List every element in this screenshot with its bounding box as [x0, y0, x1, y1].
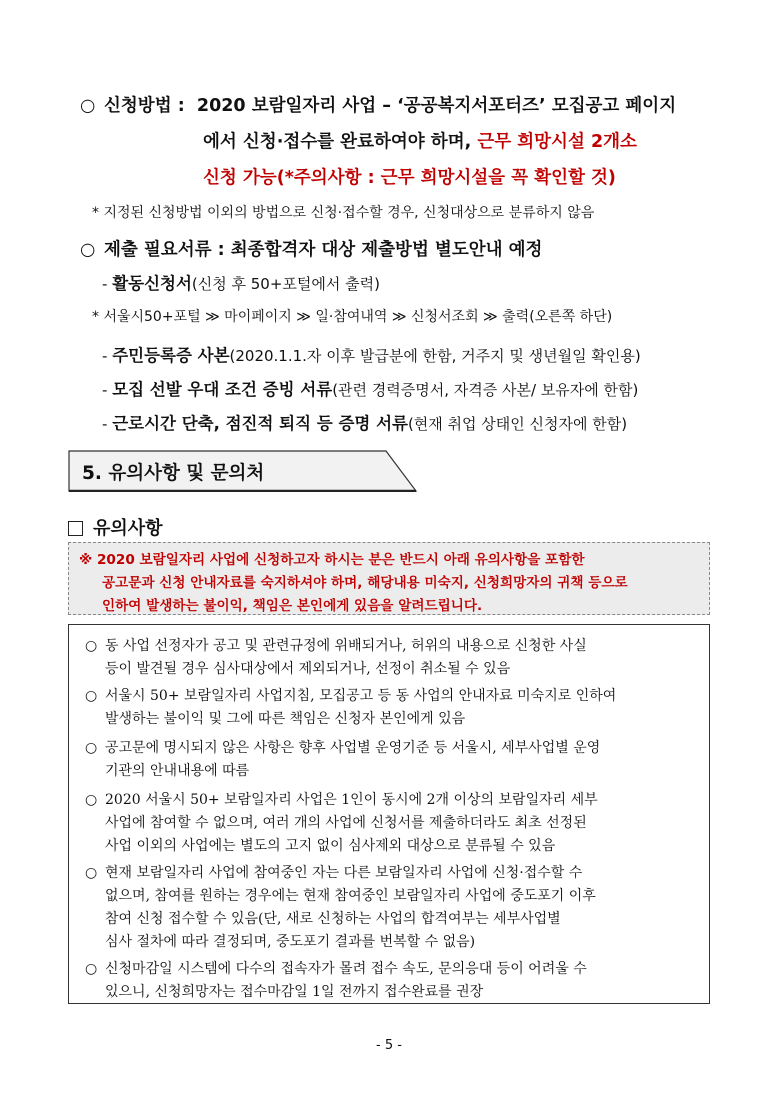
doc-item-name: 주민등록증 사본 — [112, 346, 230, 365]
doc-item-worktime: - 근로시간 단축, 점진적 퇴직 등 증명 서류(현재 취업 상태인 신청자에 한함) — [102, 414, 628, 433]
doc-item-preference: - 모집 선발 우대 조건 증빙 서류(관련 경력증명서, 자격증 사본/ 보유자에 한함) — [102, 380, 639, 399]
bullet-circle: ○ — [80, 96, 96, 116]
doc-item-id-copy: - 주민등록증 사본(2020.1.1.자 이후 발급분에 한함, 거주지 및 생년월일 확인용) — [102, 346, 641, 365]
doc-item-detail: (관련 경력증명서, 자격증 사본/ 보유자에 한함) — [332, 381, 639, 399]
caution-item: ○ 2020 서울시 50+ 보람일자리 사업은 1인이 동시에 2개 이상의 보람일자리 세부 사업에 참여할 수 없으며, 여러 개의 사업에 신청서를 제출하더라도 최초 선정된 사업 이외의 사업에는 별도의 고지 없이 심사제외 대상으로 분류될 수 있음 — [85, 789, 598, 858]
apply-note: * 지정된 신청방법 이외의 방법으로 신청·접수할 경우, 신청대상으로 분류하지 않음 — [92, 205, 595, 221]
bullet-circle: ○ — [85, 688, 98, 704]
section-header — [68, 450, 418, 492]
caution-item: ○ 신청마감일 시스템에 다수의 접속자가 몰려 접수 속도, 문의응대 등이 어려울 수 있으니, 신청희망자는 접수마감일 1일 전까지 접수완료를 권장 — [85, 958, 587, 1004]
bullet-circle: ○ — [85, 740, 98, 756]
caution-item: ○ 현재 보람일자리 사업에 참여중인 자는 다른 보람일자리 사업에 신청·접수할 수 없으며, 참여를 원하는 경우에는 현재 참여중인 보람일자리 사업에 중도포기 이후 참여 신청 접수할 수 있음(단, 새로 신청하는 사업의 합격여부는 세부사업별 심사 절차에 따라 결정되며, 중도포기 결과를 번복할 수 없음) — [85, 862, 596, 954]
bullet-circle: ○ — [85, 961, 98, 977]
apply-method-highlight: 근무 희망시설 2개소 — [477, 132, 637, 152]
apply-method-line2 — [203, 128, 637, 153]
doc-item-detail: (2020.1.1.자 이후 발급분에 한함, 거주지 및 생년월일 확인용) — [229, 347, 641, 365]
apply-method-line1 — [80, 92, 676, 117]
caution-item: ○ 공고문에 명시되지 않은 사항은 향후 사업별 운영기준 등 서울시, 세부사업별 운영 기관의 안내내용에 따름 — [85, 737, 600, 783]
doc-item-application: - 활동신청서(신청 후 50+포털에서 출력) — [102, 274, 380, 293]
checkbox-icon — [68, 521, 83, 536]
required-docs-heading — [80, 236, 542, 261]
doc-item-detail: (현재 취업 상태인 신청자에 한함) — [407, 415, 628, 433]
caution-list-box — [68, 624, 710, 1004]
page-number: - 5 - — [376, 1038, 402, 1053]
bullet-circle: ○ — [80, 240, 96, 260]
doc-item-detail: (신청 후 50+포털에서 출력) — [191, 275, 380, 293]
bullet-circle: ○ — [85, 865, 98, 881]
caution-heading — [68, 514, 163, 540]
section-title: 5. 유의사항 및 문의처 — [82, 463, 265, 484]
required-docs-title: 제출 필요서류 : 최종합격자 대상 제출방법 별도안내 예정 — [104, 240, 543, 260]
caution-item: ○ 동 사업 선정자가 공고 및 관련규정에 위배되거나, 허위의 내용으로 신청한 사실 등이 발견될 경우 심사대상에서 제외되거나, 선정이 취소될 수 있음 — [85, 635, 587, 681]
notice-line: 인하여 발생하는 불이익, 책임은 본인에게 있음을 알려드립니다. — [102, 598, 483, 614]
bullet-circle: ○ — [85, 638, 98, 654]
doc-item-name: 근로시간 단축, 점진적 퇴직 등 증명 서류 — [112, 414, 408, 433]
notice-box — [68, 542, 710, 615]
caution-heading-label: 유의사항 — [93, 518, 163, 539]
apply-method-label: 신청방법 : — [104, 96, 185, 116]
notice-line: 공고문과 신청 안내자료를 숙지하셔야 하며, 해당내용 미숙지, 신청희망자의 귀책 등으로 — [102, 575, 628, 591]
doc-item-name: 활동신청서 — [112, 274, 192, 293]
doc-item-name: 모집 선발 우대 조건 증빙 서류 — [112, 380, 333, 399]
bullet-circle: ○ — [85, 792, 98, 808]
portal-path-note: * 서울시50+포털 ≫ 마이페이지 ≫ 일·참여내역 ≫ 신청서조회 ≫ 출력(오른쪽 하단) — [92, 309, 613, 325]
apply-method-line3: 신청 가능(*주의사항 : 근무 희망시설을 꼭 확인할 것) — [203, 168, 616, 188]
apply-method-text-2: 에서 신청·접수를 완료하여야 하며, — [203, 132, 478, 152]
notice-line: ※ 2020 보람일자리 사업에 신청하고자 하시는 분은 반드시 아래 유의사항을 포함한 — [79, 552, 585, 568]
caution-item: ○ 서울시 50+ 보람일자리 사업지침, 모집공고 등 동 사업의 안내자료 미숙지로 인하여 발생하는 불이익 및 그에 따른 책임은 신청자 본인에게 있음 — [85, 685, 616, 731]
apply-method-text: 2020 보람일자리 사업 – ‘공공복지서포터즈’ 모집공고 페이지 — [196, 96, 677, 116]
